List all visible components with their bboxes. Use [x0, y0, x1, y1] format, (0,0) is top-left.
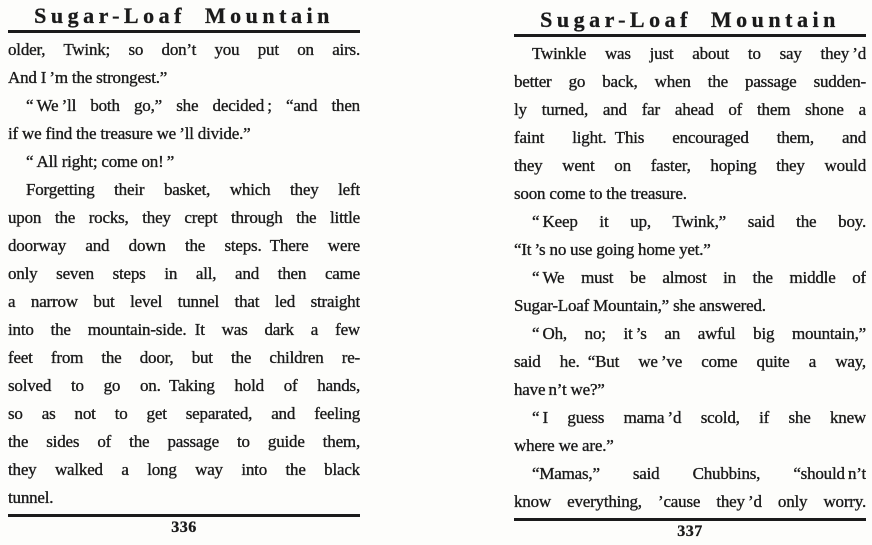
- text-line: they went on faster, hoping they would: [514, 156, 866, 175]
- text-line: Twinkle was just about to say they ’d: [532, 44, 866, 63]
- text-line: “It ’s no use going home yet.”: [514, 240, 711, 259]
- page-right-footer: [514, 518, 866, 541]
- running-head-title: Sugar-Loaf Mountain: [540, 7, 840, 32]
- text-line: so as not to get separated, and feeling: [8, 404, 360, 423]
- header-rule: [8, 30, 360, 33]
- text-line: feet from the door, but the children re-: [8, 348, 360, 367]
- text-line: And I ’m the strongest.”: [8, 68, 168, 87]
- text-line: have n’t we?”: [514, 380, 605, 399]
- page-right-header: [514, 8, 866, 37]
- text-line: where we are.”: [514, 436, 614, 455]
- page-left-footer: [8, 514, 360, 537]
- text-line: said he. “But we ’ve come quite a way,: [514, 352, 866, 371]
- footer-rule: [514, 518, 866, 521]
- text-line: they walked a long way into the black: [8, 460, 360, 479]
- text-line: tunnel.: [8, 488, 54, 507]
- text-line: “ Keep it up, Twink,” said the boy.: [532, 212, 866, 231]
- page-number: 337: [677, 523, 703, 540]
- text-line: better go back, when the passage sudden-: [514, 72, 866, 91]
- running-head-title: Sugar-Loaf Mountain: [34, 3, 334, 28]
- page-left-header: [8, 4, 360, 33]
- text-line: “ I guess mama ’d scold, if she knew: [532, 408, 866, 427]
- text-line: only seven steps in all, and then came: [8, 264, 360, 283]
- page-number: 336: [171, 519, 197, 536]
- text-line: “ All right; come on! ”: [26, 152, 175, 171]
- text-line: ly turned, and far ahead of them shone a: [514, 100, 866, 119]
- text-line: know everything, ’cause they ’d only worry.: [514, 492, 866, 511]
- text-line: doorway and down the steps. There were: [8, 236, 360, 255]
- text-line: “ We must be almost in the middle of: [532, 268, 866, 287]
- text-line: Forgetting their basket, which they left: [26, 180, 360, 199]
- footer-rule: [8, 514, 360, 517]
- text-line: Sugar-Loaf Mountain,” she answered.: [514, 296, 766, 315]
- page-right: [514, 4, 866, 541]
- text-line: older, Twink; so don’t you put on airs.: [8, 40, 360, 59]
- text-line: faint light. This encouraged them, and: [514, 128, 866, 147]
- text-line: a narrow but level tunnel that led straight: [8, 292, 360, 311]
- text-line: solved to go on. Taking hold of hands,: [8, 376, 360, 395]
- page-right-body: [514, 40, 866, 516]
- text-line: into the mountain-side. It was dark a few: [8, 320, 360, 339]
- text-line: if we find the treasure we ’ll divide.”: [8, 124, 251, 143]
- page-left: [8, 0, 360, 537]
- page-left-body: [8, 36, 360, 512]
- text-line: “Mamas,” said Chubbins, “should n’t: [532, 464, 866, 483]
- text-line: upon the rocks, they crept through the little: [8, 208, 360, 227]
- text-line: “ We ’ll both go,” she decided ; “and then: [26, 96, 360, 115]
- text-line: “ Oh, no; it ’s an awful big mountain,”: [532, 324, 866, 343]
- text-line: the sides of the passage to guide them,: [8, 432, 360, 451]
- header-rule: [514, 34, 866, 37]
- text-line: soon come to the treasure.: [514, 184, 687, 203]
